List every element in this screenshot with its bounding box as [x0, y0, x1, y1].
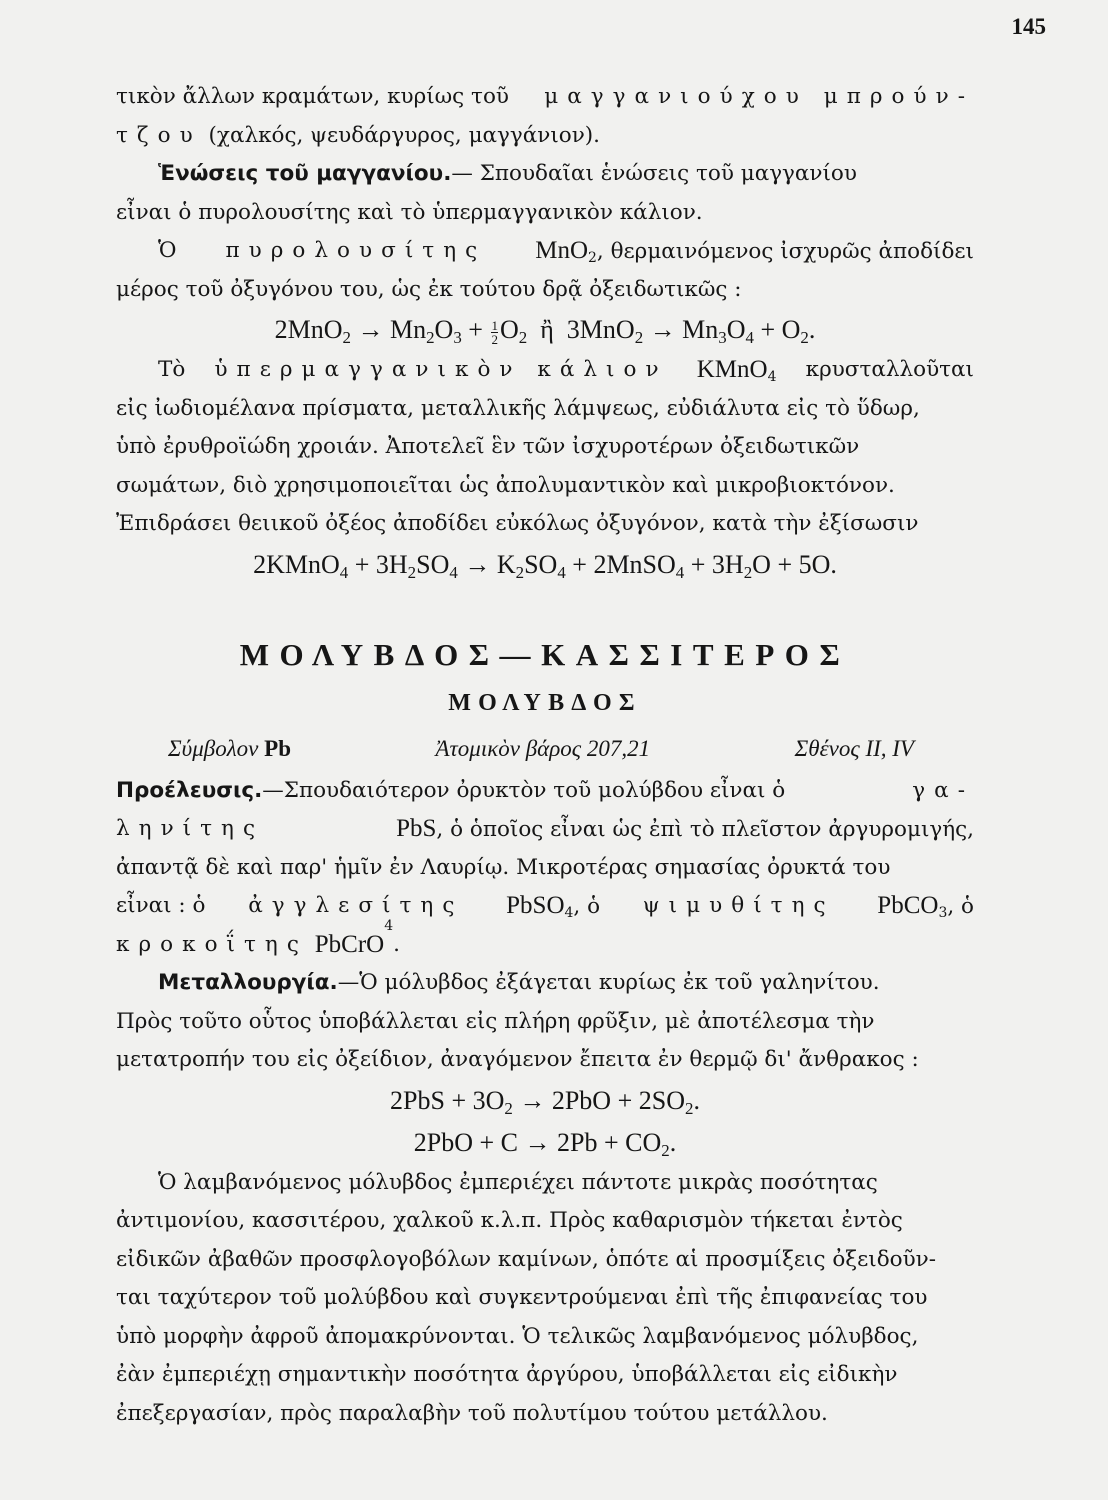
page-number: 145	[1011, 14, 1046, 39]
text-line: Τὸ ὑπερμαγγανικὸν κάλιον KMnO$_4$ κρυσταλλοῦται	[158, 356, 974, 386]
equation-2: 2KMnO$_4$ + $3H_2SO_4 \to K_2SO_4$ + 2MnSO$_4$ + $3H_2O + 5O$.	[253, 549, 837, 582]
subsection-title: ΜΟΛΥΒΔΟΣ	[448, 689, 642, 716]
text-line: Μεταλλουργία. —Ὁ μόλυβδος ἐξάγεται κυρίως ἐκ τοῦ γαληνίτου.	[116, 964, 974, 1003]
text-line: ληνίτης PbS, ὁ ὁποῖος εἶναι ὡς ἐπὶ τὸ πλεῖστον ἀργυρομιγής,	[116, 815, 974, 842]
equation-4: $2PbO + C \to 2Pb + CO_2$.	[413, 1127, 677, 1160]
text-line: Προέλευσις.—Σπουδαιότερον ὀρυκτὸν τοῦ μολύβδου εἶναι ὁ γα-	[116, 777, 974, 803]
text-line: εἰς ἰωδιομέλανα πρίσματα, μεταλλικῆς λάμψεως, εὐδιάλυτα εἰς τὸ ὕδωρ,	[116, 395, 920, 421]
text-line: Ὁ λαμβανόμενος μόλυβδος ἐμπεριέχει πάντοτε μικρὰς ποσότητας	[158, 1169, 878, 1195]
text-line: εἶναι : ὁ ἀγγλεσίτης PbSO$_4$, ὁ ψιμυθίτης PbCO$_3$, ὁ	[116, 892, 974, 922]
equation-1: $2MnO_2 \to Mn_2O_3$ + $\frac{1}{2}$ $O_2$ ἢ $3MnO_2 \to Mn_3O_4 + O_2$.	[274, 315, 816, 348]
text-line: μετατροπήν του εἰς ὀξείδιον, ἀναγόμενον ἔπειτα ἐν θερμῷ δι' ἄνθρακος :	[116, 1047, 919, 1072]
text-line: σωμάτων, διὸ χρησιμοποιεῖται ὡς ἀπολυμαντικὸν καὶ μικροβιοκτόνον.	[116, 472, 895, 498]
page-body	[116, 78, 974, 1433]
section-title: ΜΟΛΥΒΔΟΣ—ΚΑΣΣΙΤΕΡΟΣ	[239, 636, 851, 672]
text-line: ται ταχύτερον τοῦ μολύβδου καὶ συγκεντρούμεναι ἐπὶ τῆς ἐπιφανείας του	[116, 1285, 928, 1310]
text-line: Ὁ πυρολουσίτης MnO$_2$, θερμαινόμενος ἰσχυρῶς ἀποδίδει	[158, 237, 974, 267]
text-line: κροκοΐτης PbCrO 4 .	[116, 917, 400, 958]
symbol-info: Σύμβολον Pb	[168, 735, 291, 761]
text-line: ἐὰν ἐμπεριέχῃ σημαντικὴν ποσότητα ἀργύρου, ὑποβάλλεται εἰς εἰδικὴν	[116, 1362, 898, 1387]
atomic-weight: Ἀτομικὸν βάρος 207,21	[435, 735, 651, 761]
text-line: ἐπεξεργασίαν, πρὸς παραλαβὴν τοῦ πολυτίμου τούτου μετάλλου.	[116, 1400, 828, 1426]
fraction-one-half: $\frac{1}{2}$	[491, 317, 498, 347]
section-heading-origin: Προέλευσις.	[116, 777, 263, 803]
text-line: εἶναι ὁ πυρολουσίτης καὶ τὸ ὑπερμαγγανικὸν κάλιον.	[116, 199, 703, 225]
text-line: τικὸν ἄλλων κραμάτων, κυρίως τοῦ μαγγανιούχου μπρούν-	[116, 84, 974, 109]
text-line: ὑπὸ ἐρυθροϊώδη χροιάν. Ἀποτελεῖ ἓν τῶν ἰσχυροτέρων ὀξειδωτικῶν	[116, 434, 860, 459]
section-heading-metallurgy: Μεταλλουργία.	[158, 970, 338, 995]
equation-3: $2PbS + 3O_2 \to 2PbO + 2SO_2$.	[390, 1085, 700, 1118]
element-metadata	[116, 726, 974, 772]
text-line: τζου (χαλκός, ψευδάργυρος, μαγγάνιον).	[116, 122, 601, 148]
text-line: Πρὸς τοῦτο οὗτος ὑποβάλλεται εἰς πλήρη φρῦξιν, μὲ ἀποτέλεσμα τὴν	[116, 1008, 875, 1034]
text-line: Ἐπιδράσει θειικοῦ ὀξέος ἀποδίδει εὐκόλως ὀξυγόνον, κατὰ τὴν ἐξίσωσιν	[116, 511, 919, 536]
section-heading-compounds: Ἑνώσεις τοῦ μαγγανίου.	[158, 161, 452, 186]
text-line: ὑπὸ μορφὴν ἀφροῦ ἀπομακρύνονται. Ὁ τελικῶς λαμβανόμενος μόλυβδος,	[116, 1323, 919, 1349]
text-line: Ἑνώσεις τοῦ μαγγανίου. — Σπουδαῖαι ἑνώσεις τοῦ μαγγανίου	[116, 155, 974, 194]
text-line: μέρος τοῦ ὀξυγόνου του, ὡς ἐκ τούτου δρᾷ ὀξειδωτικῶς :	[116, 276, 742, 302]
text-line: εἰδικῶν ἀβαθῶν προσφλογοβόλων καμίνων, ὁπότε αἱ προσμίξεις ὀξειδοῦν-	[116, 1246, 937, 1272]
text-line: ἀπαντᾷ δὲ καὶ παρ' ἡμῖν ἐν Λαυρίῳ. Μικροτέρας σημασίας ὀρυκτά του	[116, 854, 891, 880]
valence: Σθένος II, IV	[794, 735, 914, 761]
text-line: ἀντιμονίου, κασσιτέρου, χαλκοῦ κ.λ.π. Πρὸς καθαρισμὸν τήκεται ἐντὸς	[116, 1208, 903, 1233]
